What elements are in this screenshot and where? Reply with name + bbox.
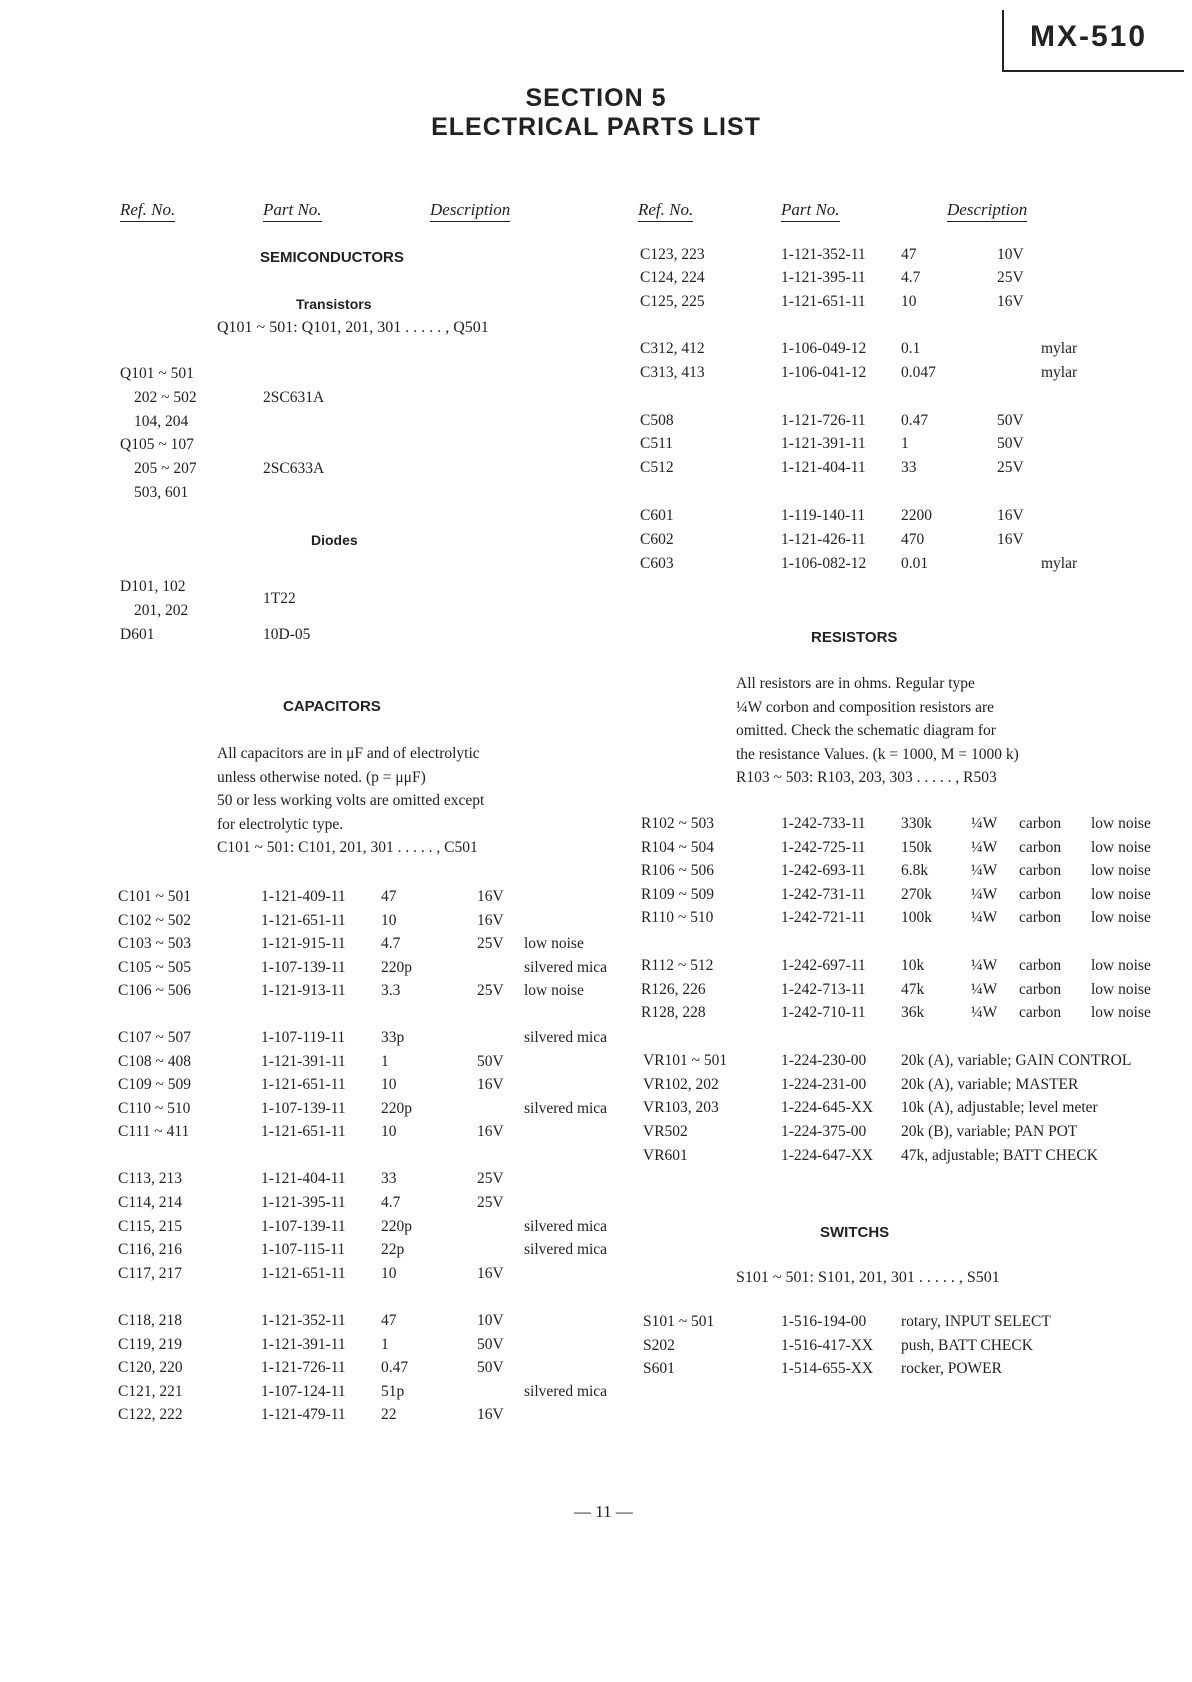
ref-no: C101 ~ 501	[118, 888, 191, 905]
voltage: 50V	[997, 435, 1024, 452]
ref-no: 201, 202	[134, 602, 189, 619]
switches-note: S101 ~ 501: S101, 201, 301 . . . . . , S501	[736, 1269, 1000, 1286]
ref-no: Q101 ~ 501	[120, 365, 194, 382]
part-no: 1-106-049-12	[781, 340, 867, 357]
part-no: 1-224-230-00	[781, 1052, 867, 1069]
part-no: 1-516-194-00	[781, 1313, 867, 1330]
ref-no: Q105 ~ 107	[120, 436, 194, 453]
model-box-rule-vertical	[1002, 10, 1004, 70]
resistance: 36k	[901, 1004, 925, 1021]
capacitance: 10	[381, 1123, 397, 1140]
note-line: All resistors are in ohms. Regular type	[736, 675, 975, 692]
description: 20k (A), variable; MASTER	[901, 1076, 1079, 1093]
capacitance: 0.047	[901, 364, 936, 381]
ref-no: VR102, 202	[643, 1076, 719, 1093]
resistance: 10k	[901, 957, 925, 974]
note-line: ¼W corbon and composition resistors are	[736, 698, 994, 716]
capacitance: 33p	[381, 1029, 405, 1046]
ref-no: R112 ~ 512	[641, 957, 714, 974]
capacitance: 1	[381, 1053, 389, 1070]
resistance: 100k	[901, 909, 932, 926]
capacitance: 0.01	[901, 555, 929, 572]
cap-type: mylar	[1041, 555, 1078, 572]
wattage: ¼W	[971, 839, 998, 856]
part-no: 1-107-124-11	[261, 1383, 346, 1400]
voltage: 16V	[477, 1123, 504, 1140]
ref-no: C119, 219	[118, 1336, 183, 1353]
resistor-kind: carbon	[1019, 909, 1062, 926]
resistor-kind: carbon	[1019, 1004, 1062, 1021]
wattage: ¼W	[971, 957, 998, 974]
capacitance: 0.1	[901, 340, 921, 357]
part-no: 1-121-352-11	[261, 1312, 346, 1329]
resistors-heading: RESISTORS	[811, 629, 898, 646]
cap-type: mylar	[1041, 340, 1078, 357]
voltage: 16V	[477, 1076, 504, 1093]
description: rocker, POWER	[901, 1360, 1002, 1377]
ref-no: R104 ~ 504	[641, 839, 714, 856]
ref-no: VR103, 203	[643, 1099, 719, 1116]
ref-no: VR502	[643, 1123, 688, 1140]
ref-no: C512	[640, 459, 674, 476]
cap-type: silvered mica	[524, 1029, 608, 1046]
ref-no: C105 ~ 505	[118, 959, 191, 976]
model-number: MX-510	[1030, 20, 1148, 53]
ref-no: C106 ~ 506	[118, 982, 191, 999]
part-no: 1-106-041-12	[781, 364, 867, 381]
part-no: 1-121-395-11	[781, 269, 866, 286]
ref-no: R102 ~ 503	[641, 815, 714, 832]
ref-no: C118, 218	[118, 1312, 183, 1329]
note-line: the resistance Values. (k = 1000, M = 1000 k)	[736, 745, 1019, 763]
capacitance: 4.7	[901, 269, 921, 286]
capacitance: 470	[901, 531, 925, 548]
resistor-kind: carbon	[1019, 886, 1062, 903]
section-number: SECTION 5	[525, 84, 667, 112]
part-no: 1-242-693-11	[781, 862, 866, 879]
capacitance: 22	[381, 1406, 397, 1423]
ref-no: C313, 413	[640, 364, 705, 381]
ref-no: C312, 412	[640, 340, 705, 357]
voltage: 16V	[477, 912, 504, 929]
voltage: 25V	[477, 1194, 504, 1211]
noise-grade: low noise	[1091, 1004, 1151, 1021]
resistance: 330k	[901, 815, 932, 832]
ref-no: VR101 ~ 501	[643, 1052, 728, 1069]
resistor-kind: carbon	[1019, 981, 1062, 998]
voltage: 50V	[477, 1359, 504, 1376]
ref-no: R126, 226	[641, 981, 706, 998]
part-no: 1-119-140-11	[781, 507, 866, 524]
ref-no: S202	[643, 1337, 675, 1354]
capacitance: 10	[381, 912, 397, 929]
capacitance: 0.47	[901, 412, 929, 429]
noise-grade: low noise	[1091, 886, 1151, 903]
noise-grade: low noise	[1091, 862, 1151, 879]
noise-grade: low noise	[1091, 815, 1151, 832]
capacitance: 47	[381, 1312, 397, 1329]
resistor-kind: carbon	[1019, 839, 1062, 856]
ref-no: R110 ~ 510	[641, 909, 714, 926]
cap-type: low noise	[524, 935, 584, 952]
voltage: 25V	[997, 459, 1024, 476]
voltage: 25V	[997, 269, 1024, 286]
note-line: 50 or less working volts are omitted except	[217, 792, 485, 809]
capacitance: 1	[381, 1336, 389, 1353]
page-number: — 11 —	[574, 1502, 633, 1521]
part-no: 10D-05	[263, 626, 311, 643]
voltage: 50V	[997, 412, 1024, 429]
noise-grade: low noise	[1091, 981, 1151, 998]
ref-no: C508	[640, 412, 674, 429]
ref-no: C603	[640, 555, 674, 572]
part-no: 2SC631A	[263, 389, 325, 406]
part-no: 1-121-404-11	[261, 1170, 346, 1187]
header-part-left: Part No.	[263, 200, 322, 222]
part-no: 1-107-115-11	[261, 1241, 346, 1258]
model-box-rule-horizontal	[1002, 70, 1184, 72]
part-no: 1-121-391-11	[781, 435, 866, 452]
ref-no: C511	[640, 435, 674, 452]
capacitance: 220p	[381, 959, 412, 976]
wattage: ¼W	[971, 909, 998, 926]
part-no: 1-107-139-11	[261, 959, 346, 976]
part-no: 1-224-647-XX	[781, 1147, 874, 1164]
wattage: ¼W	[971, 862, 998, 879]
capacitance: 0.47	[381, 1359, 409, 1376]
ref-no: C121, 221	[118, 1383, 183, 1400]
ref-no: C113, 213	[118, 1170, 183, 1187]
wattage: ¼W	[971, 886, 998, 903]
ref-no: 202 ~ 502	[134, 389, 197, 406]
description: 20k (A), variable; GAIN CONTROL	[901, 1052, 1132, 1069]
capacitance: 10	[381, 1076, 397, 1093]
cap-type: low noise	[524, 982, 584, 999]
model-box	[1002, 2, 1188, 70]
header-ref-left: Ref. No.	[120, 200, 175, 222]
voltage: 25V	[477, 1170, 504, 1187]
description: 10k (A), adjustable; level meter	[901, 1099, 1098, 1116]
wattage: ¼W	[971, 815, 998, 832]
noise-grade: low noise	[1091, 839, 1151, 856]
resistance: 47k	[901, 981, 925, 998]
voltage: 16V	[997, 293, 1024, 310]
ref-no: C122, 222	[118, 1406, 183, 1423]
part-no: 1-224-375-00	[781, 1123, 867, 1140]
noise-grade: low noise	[1091, 909, 1151, 926]
capacitors-heading: CAPACITORS	[283, 698, 381, 715]
ref-no: D601	[120, 626, 155, 643]
description: 20k (B), variable; PAN POT	[901, 1123, 1078, 1140]
cap-type: mylar	[1041, 364, 1078, 381]
part-no: 1-121-391-11	[261, 1336, 346, 1353]
part-no: 1-224-231-00	[781, 1076, 867, 1093]
capacitance: 47	[901, 246, 917, 263]
capacitance: 1	[901, 435, 909, 452]
description: 47k, adjustable; BATT CHECK	[901, 1147, 1098, 1164]
diode-part-1t22: 1T22	[263, 590, 296, 607]
header-desc-left: Description	[430, 200, 510, 222]
note-line: omitted. Check the schematic diagram for	[736, 722, 996, 739]
part-no: 1-242-721-11	[781, 909, 866, 926]
capacitance: 10	[381, 1265, 397, 1282]
capacitance: 22p	[381, 1241, 405, 1258]
voltage: 16V	[997, 531, 1024, 548]
part-no: 1-121-426-11	[781, 531, 866, 548]
capacitance: 4.7	[381, 1194, 401, 1211]
note-line: for electrolytic type.	[217, 815, 344, 833]
capacitance: 33	[901, 459, 917, 476]
ref-no: S601	[643, 1360, 675, 1377]
voltage: 16V	[477, 1406, 504, 1423]
part-no: 1-242-733-11	[781, 815, 866, 832]
resistance: 6.8k	[901, 862, 929, 879]
part-no: 1-242-731-11	[781, 886, 866, 903]
ref-no: C124, 224	[640, 269, 705, 286]
part-no: 1-516-417-XX	[781, 1337, 874, 1354]
part-no: 1-242-710-11	[781, 1004, 866, 1021]
part-no: 1-242-713-11	[781, 981, 866, 998]
semiconductors-heading: SEMICONDUCTORS	[260, 249, 404, 266]
part-no: 1-121-651-11	[261, 1076, 346, 1093]
cap-type: silvered mica	[524, 959, 608, 976]
ref-no: C602	[640, 531, 674, 548]
cap-type: silvered mica	[524, 1218, 608, 1235]
ref-no: C601	[640, 507, 674, 524]
ref-no: C109 ~ 509	[118, 1076, 191, 1093]
capacitance: 33	[381, 1170, 397, 1187]
part-no: 1-121-651-11	[781, 293, 866, 310]
part-no: 1-121-395-11	[261, 1194, 346, 1211]
voltage: 25V	[477, 982, 504, 999]
part-no: 1-242-725-11	[781, 839, 866, 856]
part-no: 1-121-404-11	[781, 459, 866, 476]
resistor-kind: carbon	[1019, 957, 1062, 974]
ref-no: C117, 217	[118, 1265, 183, 1282]
note-line: R103 ~ 503: R103, 203, 303 . . . . . , R503	[736, 769, 997, 786]
ref-no: D101, 102	[120, 578, 186, 595]
part-no: 1-121-913-11	[261, 982, 346, 999]
description: rotary, INPUT SELECT	[901, 1313, 1051, 1330]
capacitance: 4.7	[381, 935, 401, 952]
ref-no: C110 ~ 510	[118, 1100, 191, 1117]
note-line: C101 ~ 501: C101, 201, 301 . . . . . , C501	[217, 839, 478, 856]
cap-type: silvered mica	[524, 1383, 608, 1400]
part-no: 1-106-082-12	[781, 555, 867, 572]
voltage: 10V	[477, 1312, 504, 1329]
diodes-heading: Diodes	[311, 532, 358, 548]
capacitance: 2200	[901, 507, 932, 524]
ref-no: C102 ~ 502	[118, 912, 191, 929]
part-no: 1-121-726-11	[261, 1359, 346, 1376]
part-no: 1-107-119-11	[261, 1029, 346, 1046]
ref-no: R128, 228	[641, 1004, 706, 1021]
header-desc-right: Description	[947, 200, 1027, 222]
section-title: ELECTRICAL PARTS LIST	[431, 113, 761, 141]
part-no: 1-121-651-11	[261, 912, 346, 929]
wattage: ¼W	[971, 1004, 998, 1021]
transistors-heading: Transistors	[296, 296, 372, 312]
capacitance: 220p	[381, 1218, 412, 1235]
ref-no: S101 ~ 501	[643, 1313, 715, 1330]
ref-no: C123, 223	[640, 246, 705, 263]
ref-no: C108 ~ 408	[118, 1053, 191, 1070]
resistance: 270k	[901, 886, 932, 903]
noise-grade: low noise	[1091, 957, 1151, 974]
voltage: 10V	[997, 246, 1024, 263]
ref-no: 104, 204	[134, 413, 189, 430]
part-no: 1-121-352-11	[781, 246, 866, 263]
part-no: 1-514-655-XX	[781, 1360, 874, 1377]
capacitance: 51p	[381, 1383, 405, 1400]
ref-no: 205 ~ 207	[134, 460, 197, 477]
voltage: 25V	[477, 935, 504, 952]
description: push, BATT CHECK	[901, 1337, 1033, 1354]
part-no: 1-121-726-11	[781, 412, 866, 429]
voltage: 50V	[477, 1053, 504, 1070]
ref-no: R106 ~ 506	[641, 862, 714, 879]
header-ref-right: Ref. No.	[638, 200, 693, 222]
voltage: 16V	[997, 507, 1024, 524]
voltage: 50V	[477, 1336, 504, 1353]
part-no: 1-121-651-11	[261, 1265, 346, 1282]
part-no: 1-121-915-11	[261, 935, 346, 952]
part-no: 1-107-139-11	[261, 1218, 346, 1235]
voltage: 16V	[477, 1265, 504, 1282]
part-no: 1-121-479-11	[261, 1406, 346, 1423]
wattage: ¼W	[971, 981, 998, 998]
ref-no: C114, 214	[118, 1194, 183, 1211]
transistors-note: Q101 ~ 501: Q101, 201, 301 . . . . . , Q501	[217, 319, 489, 336]
note-line: All capacitors are in μF and of electrolytic	[217, 745, 480, 762]
ref-no: R109 ~ 509	[641, 886, 714, 903]
ref-no: VR601	[643, 1147, 688, 1164]
capacitance: 47	[381, 888, 397, 905]
note-line: unless otherwise noted. (p = μμF)	[217, 768, 426, 786]
capacitance: 3.3	[381, 982, 401, 999]
capacitance: 10	[901, 293, 917, 310]
resistor-kind: carbon	[1019, 815, 1062, 832]
capacitance: 220p	[381, 1100, 412, 1117]
resistor-kind: carbon	[1019, 862, 1062, 879]
part-no: 1-224-645-XX	[781, 1099, 874, 1116]
voltage: 16V	[477, 888, 504, 905]
part-no: 1-121-409-11	[261, 888, 346, 905]
part-no: 1-121-391-11	[261, 1053, 346, 1070]
ref-no: C125, 225	[640, 293, 705, 310]
switches-heading: SWITCHS	[820, 1224, 890, 1241]
part-no: 1-242-697-11	[781, 957, 866, 974]
ref-no: C107 ~ 507	[118, 1029, 191, 1046]
part-no: 2SC633A	[263, 460, 325, 477]
resistance: 150k	[901, 839, 932, 856]
cap-type: silvered mica	[524, 1241, 608, 1258]
ref-no: C116, 216	[118, 1241, 183, 1258]
ref-no: C111 ~ 411	[118, 1123, 190, 1140]
cap-type: silvered mica	[524, 1100, 608, 1117]
part-no: 1-107-139-11	[261, 1100, 346, 1117]
ref-no: C115, 215	[118, 1218, 183, 1235]
ref-no: C120, 220	[118, 1359, 183, 1376]
part-no: 1-121-651-11	[261, 1123, 346, 1140]
ref-no: C103 ~ 503	[118, 935, 191, 952]
header-part-right: Part No.	[781, 200, 840, 222]
ref-no: 503, 601	[134, 484, 189, 501]
